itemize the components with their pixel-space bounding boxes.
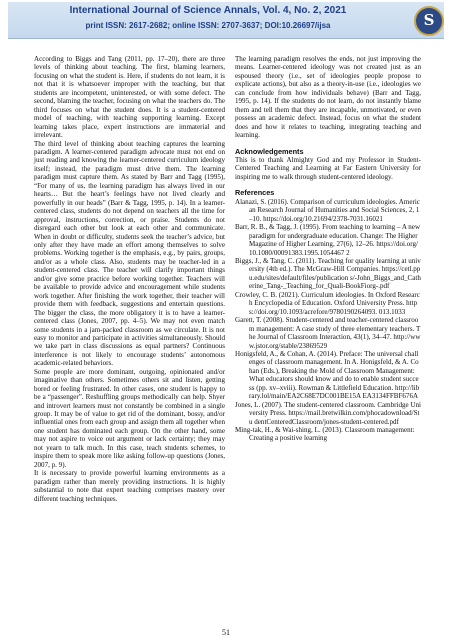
reference-item: Ming-tak, H., & Wai-shing, L. (2013). Classroom management: Creating a positive learning: [235, 426, 415, 443]
reference-item: Crowley, C. B. (2021). Curriculum ideologies. In Oxford Research Encyclopedia of Education. Oxford University Press. https://doi.org/10.1093/acrefore/9780190264093. 013.1033: [235, 290, 420, 316]
body-paragraph: Some people are more dominant, outgoing, opinionated and/or imaginative than others. Sometimes others sit and listen, getting bored or feeling frustrated. In other cases, one student is happy to be a “passenger”. Reshuffling groups methodically can help. Shyer and introvert learners must not constantly be combined in a single group. It may be of value to get rid of the dominant, bossy, and/or influential ones from each group and assign them all together when one student has dominated each group. On the other hand, some may not aspire to voice out argument or lack certainty; they may not yearn to talk much. In this case, teach students schemes, to inspire them to speak more like asking follow-up questions (Jones, 2007, p. 9).: [34, 367, 225, 469]
reference-item: Jones, L. (2007). The student-centered classroom. Cambridge University Press. https://mail.bretwilkin.com/phocadownload/Stu dentCenteredClassroom/jones-student-centered.pdf: [235, 400, 421, 426]
left-column: [34, 55, 225, 503]
reference-item: Alanazi, S. (2016). Comparison of curriculum ideologies. American Research Journal of Humanities and Social Sciences, 2, 1–10. https://doi.org/10.21694/2378-7031.16021: [235, 197, 420, 223]
body-paragraph: It is necessary to provide powerful learning environments as a paradigm rather than merely providing instructions. It is highly substantial to note that expert teaching comprises mastery over different teaching techniques.: [34, 469, 225, 503]
body-paragraph: The learning paradigm resolves the ends, not just improving the means. Learner-centered ideology was not created just as an espoused theory (i.e., set of ideologies people propose to explicate actions), but also as a theory-in-use (i.e., ideologies we can conclude from how individuals behave) (Barr and Tagg, 1995, p. 14). If the students do not learn, do not instantly blame them and tell them that they are incapable, unmotivated, or even possess an academic defect. Instead, focus on what the student does and how it relates to teaching, integrating teaching and learning.: [235, 55, 421, 140]
journal-issn-doi: print ISSN: 2617-2682; online ISSN: 2707-3637; DOI:10.26697/ijsa: [85, 21, 331, 30]
journal-title: International Journal of Science Annals, Vol. 4, No. 2, 2021: [69, 5, 347, 16]
journal-header: [8, 2, 444, 39]
reference-item: Honigsfeld, A., & Cohan, A. (2014). Preface: The universal challenges of classroom management. In A. Honigsfeld, & A. Cohan (Eds.), Breaking the Mold of Classroom Management: What educators should know and do to enable student success (pp. xv–xviii). Rowman & Littlefield Education. http://library.lol/main/EA2C68E7DC001BE15A EA3134FFBF676A: [235, 349, 420, 401]
right-column: [235, 55, 421, 443]
acknowledgements-heading: Acknowledgements: [235, 146, 304, 156]
page-number: 51: [222, 628, 230, 637]
references-heading: References: [235, 188, 275, 198]
reference-item: Barr, R. B., & Tagg, J. (1995). From teaching to learning – A new paradigm for undergraduate education. Change: The Higher Magazine of Higher Learning, 27(6), 12–26. https://doi.org/10.1080/00091383.1995.1054467 2: [235, 223, 421, 257]
reference-item: Biggs, J., & Tang, C. (2011). Teaching for quality learning at university (4th ed.). The McGraw-Hill Companies. https://cetl.ppu.edu/sites/default/files/publication s/-John_Biggs_and_Catherine_Tang-_Teaching_for_Quali-BookFiorg-.pdf: [235, 256, 421, 291]
body-paragraph: The third level of thinking about teaching captures the learning paradigm. A learner-centered paradigm advocate must not end on just reading and knowing the learner-centered curriculum ideology itself; instead, the paradigm must drive them. The learning paradigm must capture them. As stated by Barr and Tagg (1995), “For many of us, the learning paradigm has always lived in our hearts… But the heart’s feelings have not lived clearly and powerfully in our heads” (Barr & Tagg, 1995, p. 14). In a learner-centered class, students do not depend on teachers all the time for approval, instructions, correction, or praise. Students do not disregard each other but look at each other and communicate. When in doubt or difficulty, students seek the teacher’s advice, but only after they have made an effort among themselves to solve problems. Working together is the emphasis, e.g., by pairs, groups, and/or as a whole class. Also, students may be teacher-led in a student-centered class. The teacher will clarify important things and/or give some practice before working together. Teachers will be available to provide advice and encouragement while students work together. After finishing the work together, their teacher will provide them with feedback, suggestions and entertain questions. The bigger the class, the more obligatory it is to have a learner-centered class (Jones, 2007, pp. 4–5). We may not even match some students in a jam-packed classroom as we circulate. It is not easy to monitor and participate in activities simultaneously. Should we take part in class discussions as equal partners? Continuous interference is not likely to encourage students’ autonomous academic-related behaviors.: [34, 139, 225, 368]
reference-item: Garett, T. (2008). Student-centered and teacher-centered classroom management: A case study of three elementary teachers. The Journal of Classroom Interaction, 43(1), 34–47. http://www.jstor.org/stable/23869529: [235, 316, 421, 350]
body-paragraph: According to Biggs and Tang (2011, pp. 17–20), there are three levels of thinking about teaching. The first, blaming learners, focusing on what the student is. Here, if students do not learn, it is not that it is whatsoever improper with the teaching, but that students are incompetent, uninterested, or with some defect. The second, blaming the teacher, focusing on what the teachers do. The third focuses on what the student does. It is a student-centered model of teaching, with teaching supporting learning. Except learning takes place, expert instructions are immaterial and irrelevant.: [34, 55, 225, 140]
acknowledgements-text: This is to thank Almighty God and my Professor in Student-Centered Teaching and Learning at Far Eastern University for inspiring me to walk through student-centered ideology.: [235, 155, 421, 181]
journal-logo-icon: S: [414, 6, 444, 36]
